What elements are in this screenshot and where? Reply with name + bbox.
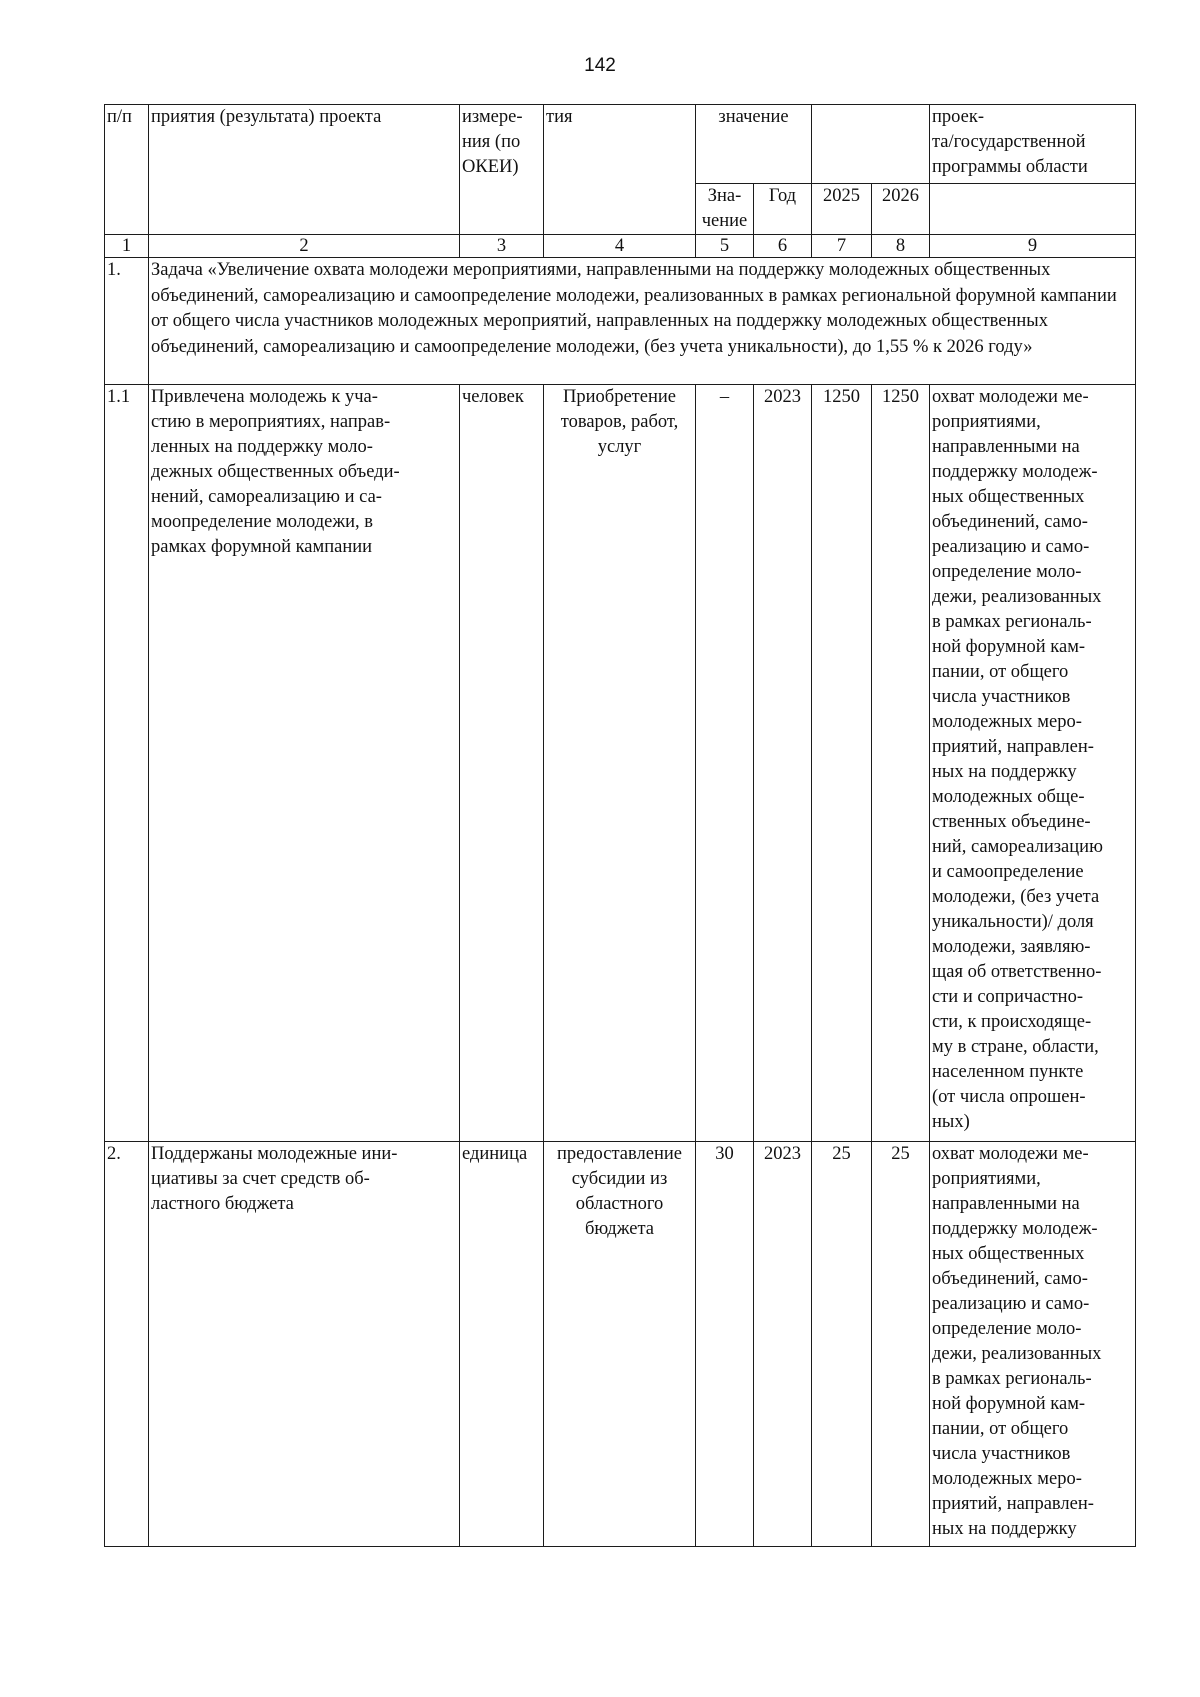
row-value-2026: 25	[872, 1142, 930, 1547]
header-sub-empty	[930, 184, 1136, 235]
row-value-2025: 1250	[812, 385, 872, 1142]
row-name: Поддержаны молодежные ини- циативы за счет средств об- ластного бюджета	[149, 1142, 460, 1547]
row-unit: единица	[460, 1142, 544, 1547]
header-col-4: тия	[544, 105, 696, 235]
header-sub-2025: 2025	[812, 184, 872, 235]
row-number: 2.	[105, 1142, 149, 1547]
row-base-year: 2023	[754, 385, 812, 1142]
column-number: 1	[105, 235, 149, 258]
header-empty-cell	[812, 105, 930, 184]
column-number: 2	[149, 235, 460, 258]
table-row	[105, 385, 1136, 1142]
row-number: 1.1	[105, 385, 149, 1142]
column-number: 8	[872, 235, 930, 258]
row-value-2026: 1250	[872, 385, 930, 1142]
column-number: 5	[696, 235, 754, 258]
header-col-9: проек- та/государственной программы области	[930, 105, 1136, 184]
column-number: 6	[754, 235, 812, 258]
results-table	[104, 104, 1136, 1547]
page-number: 142	[584, 55, 616, 76]
row-base-value: 30	[696, 1142, 754, 1547]
header-col-1: п/п	[105, 105, 149, 235]
row-name: Привлечена молодежь к уча- стию в мероприятиях, направ- ленных на поддержку моло- дежных общественных объеди- нений, самореализацию и са- моопределение молодежи, в рамках форумной кампании	[149, 385, 460, 1142]
row-type: предоставление субсидии из областного бюджета	[544, 1142, 696, 1547]
header-value-group: значение	[696, 105, 812, 184]
header-col-3: измере- ния (по ОКЕИ)	[460, 105, 544, 235]
column-number: 3	[460, 235, 544, 258]
row-link: охват молодежи ме- роприятиями, направленными на поддержку молодеж- ных общественных объединений, само- реализацию и само- определение моло- дежи, реализованных в рамках региональ- ной форумной кам- пании, от общего числа участников молодежных меро- приятий, направлен- ных на поддержку молодежных обще- ственных объедине- ний, самореализацию и самоопределение молодежи, (без учета уникальности)/ доля молодежи, заявляю- щая об ответственно- сти и сопричастно- сти, к происходяще- му в стране, области, населенном пункте (от числа опрошен- ных)	[930, 385, 1136, 1142]
task-row	[105, 258, 1136, 385]
row-base-year: 2023	[754, 1142, 812, 1547]
header-sub-value: Зна- чение	[696, 184, 754, 235]
task-number: 1.	[105, 258, 149, 385]
column-number: 7	[812, 235, 872, 258]
header-sub-year: Год	[754, 184, 812, 235]
row-type: Приобретение товаров, работ, услуг	[544, 385, 696, 1142]
column-number: 9	[930, 235, 1136, 258]
row-unit: человек	[460, 385, 544, 1142]
table-row	[105, 1142, 1136, 1547]
header-col-2: приятия (результата) проекта	[149, 105, 460, 235]
task-text: Задача «Увеличение охвата молодежи мероприятиями, направленными на поддержку молодежных общественных объединений, самореализацию и самоопределение молодежи, реализованных в рамках региональной форумной кампании от общего числа участников молодежных мероприятий, направленных на поддержку молодежных общественных объединений, самореализацию и самоопределение молодежи, (без учета уникальности), до 1,55 % к 2026 году»	[149, 258, 1136, 385]
row-value-2025: 25	[812, 1142, 872, 1547]
column-numbers-row	[105, 235, 1136, 258]
header-sub-2026: 2026	[872, 184, 930, 235]
header-row	[105, 105, 1136, 184]
row-base-value: –	[696, 385, 754, 1142]
row-link: охват молодежи ме- роприятиями, направленными на поддержку молодеж- ных общественных объединений, само- реализацию и само- определение моло- дежи, реализованных в рамках региональ- ной форумной кам- пании, от общего числа участников молодежных меро- приятий, направлен- ных на поддержку	[930, 1142, 1136, 1547]
column-number: 4	[544, 235, 696, 258]
